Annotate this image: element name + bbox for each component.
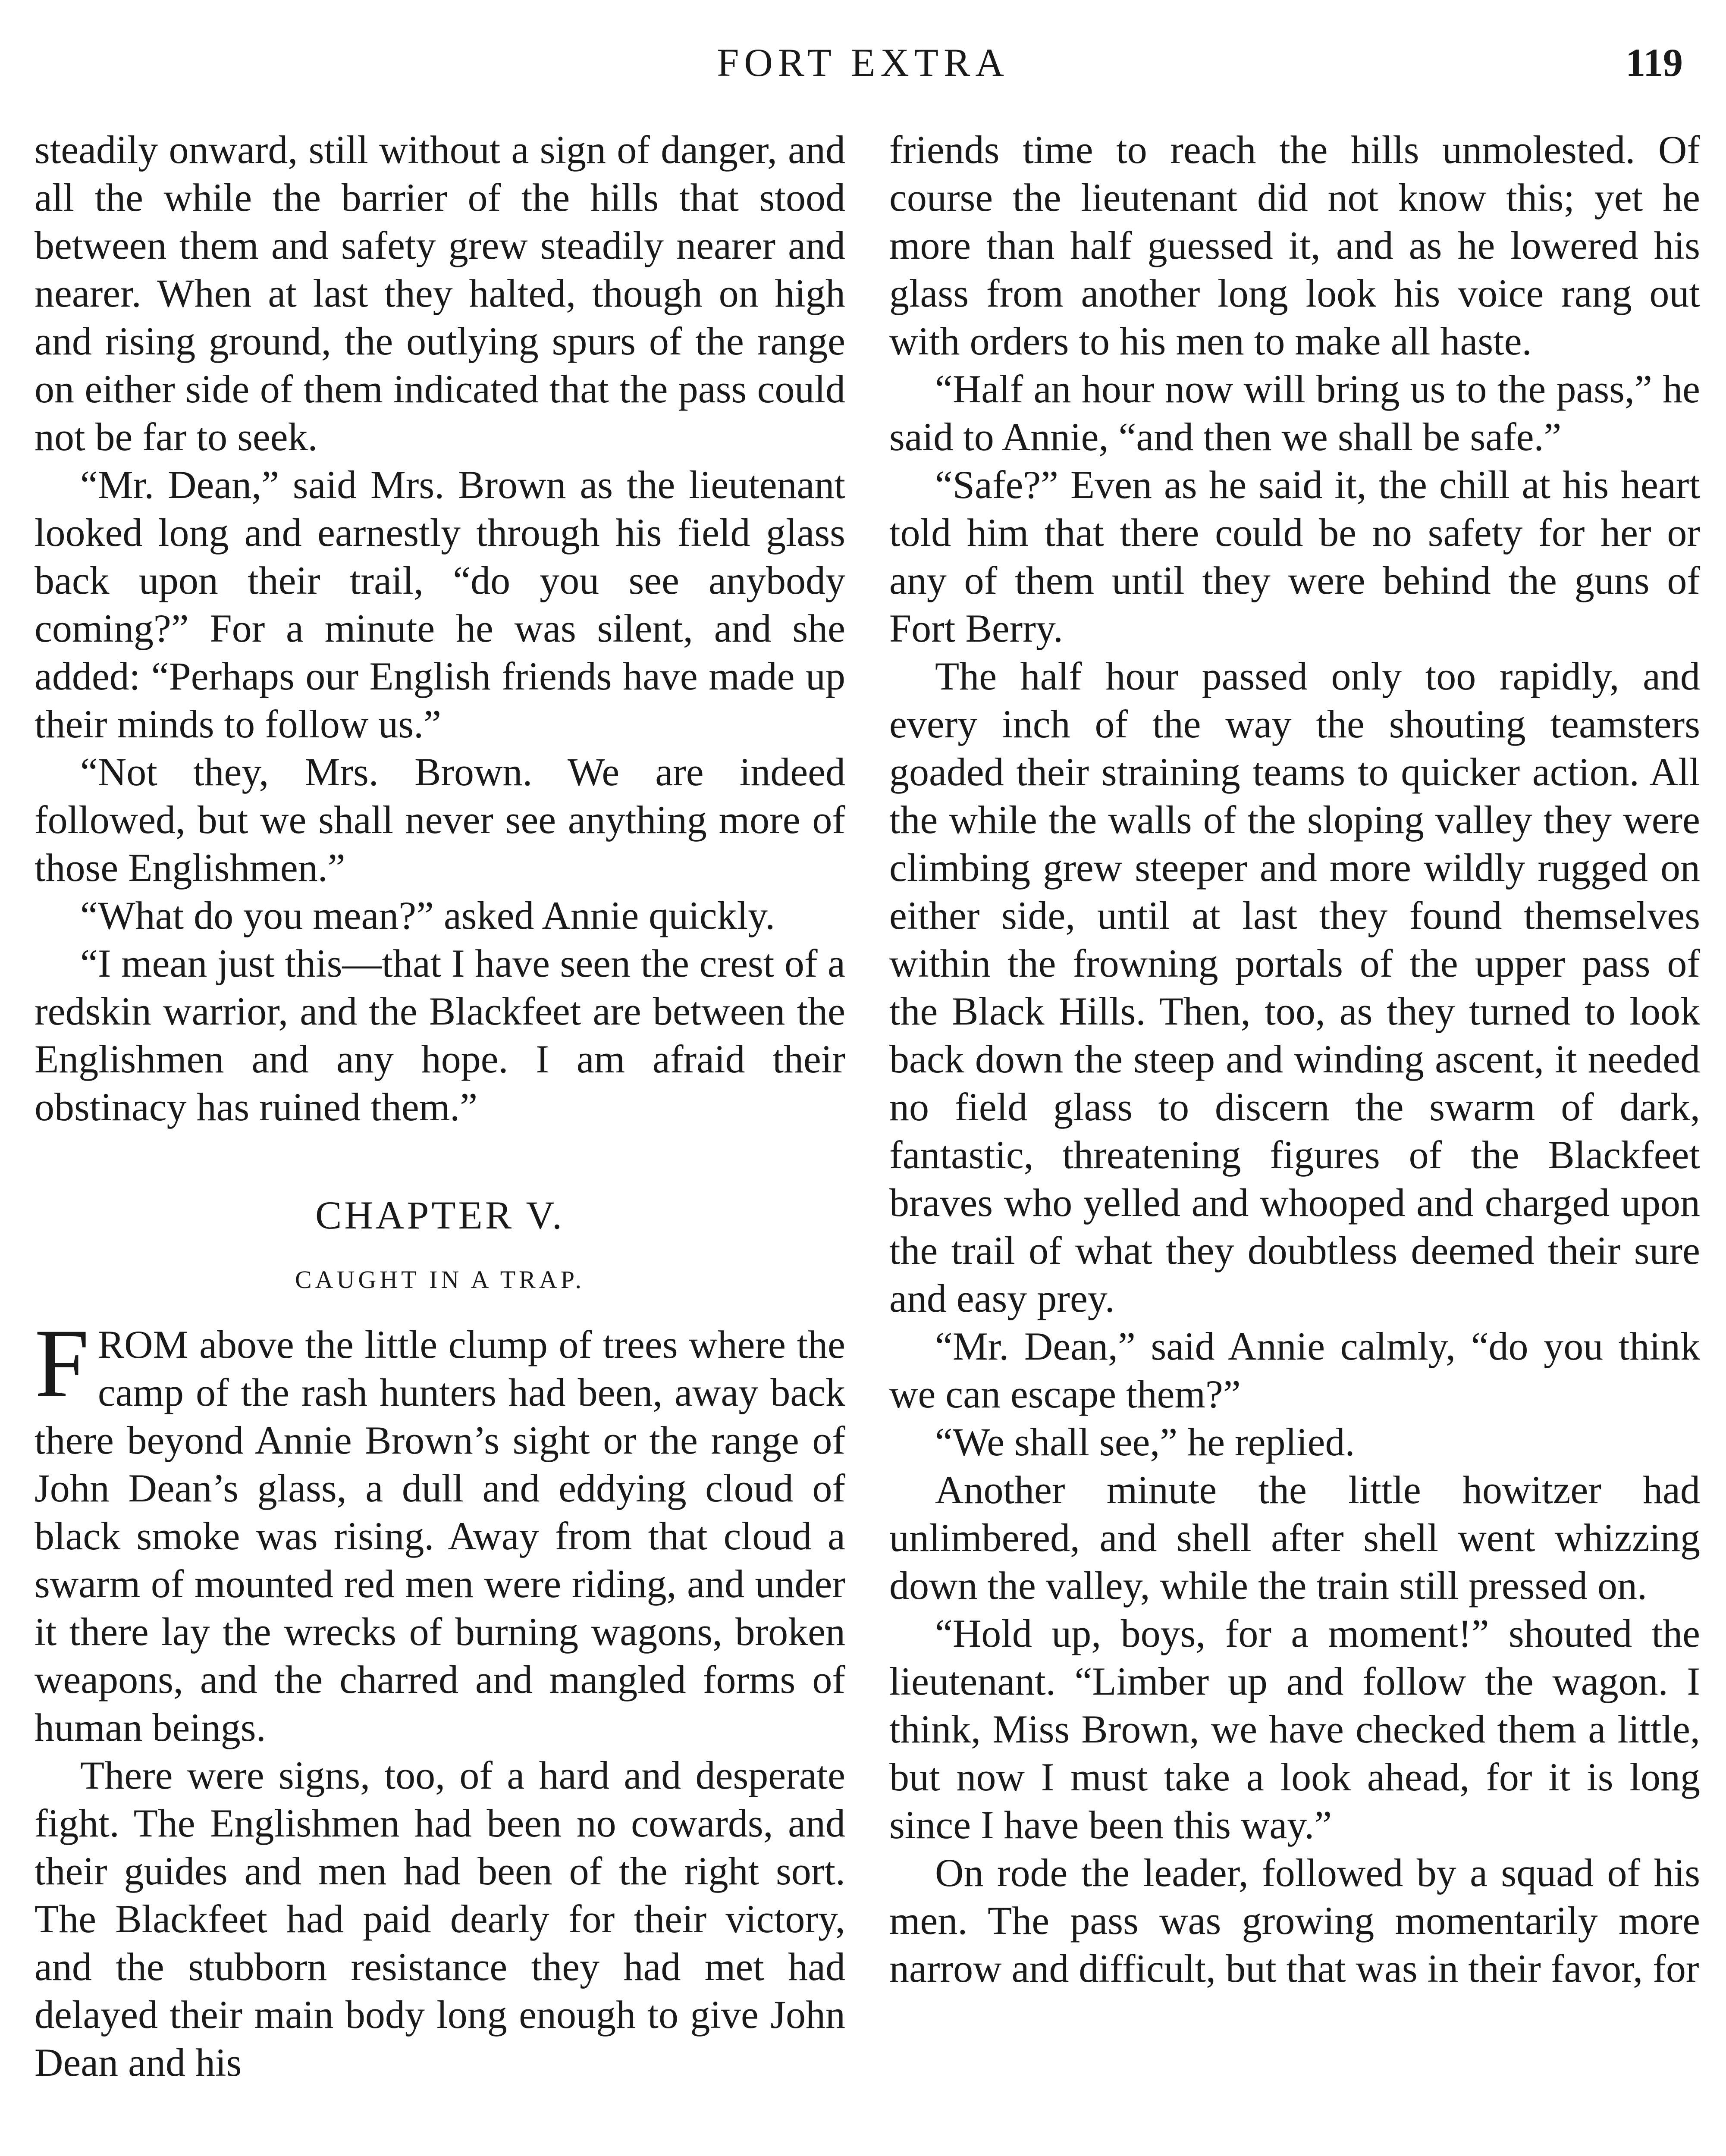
page-number: 119 bbox=[1626, 41, 1683, 85]
right-column bbox=[889, 126, 1700, 1993]
chapter-opening-paragraph bbox=[35, 1309, 845, 1752]
paragraph: friends time to reach the hills unmolested. Of course the lieutenant did not know this; yet he more than half guessed it, and as he lowered his glass from another long look his voice rang out with orders to his men to make all haste. bbox=[889, 128, 1700, 363]
paragraph: “Safe?” Even as he said it, the chill at his heart told him that there could be no safety for her or any of them until they were behind the guns of Fort Berry. bbox=[889, 463, 1700, 650]
paragraph: The half hour passed only too rapidly, and every inch of the way the shouting teamsters goaded their straining teams to quicker action. All the while the walls of the sloping valley they were climbing grew steeper and more wildly rugged on either side, until at last they found themselves within the frowning portals of the upper pass of the Black Hills. Then, too, as they turned to look back down the steep and winding ascent, it needed no field glass to discern the swarm of dark, fantastic, threatening figures of the Blackfeet braves who yelled and whooped and charged upon the trail of what they doubtless deemed their sure and easy prey. bbox=[889, 654, 1700, 1320]
paragraph: “Hold up, boys, for a moment!” shouted the lieutenant. “Limber up and follow the wagon. I think, Miss Brown, we have checked them a little, but now I must take a look ahead, for it is long since I have been this way.” bbox=[889, 1611, 1700, 1847]
paragraph: Another minute the little howitzer had unlimbered, and shell after shell went whizzing down the valley, while the train still pressed on. bbox=[889, 1468, 1700, 1608]
paragraph: There were signs, too, of a hard and desperate fight. The Englishmen had been no cowards, and their guides and men had been of the right sort. The Blackfeet had paid dearly for their victory, and the stubborn resistance they had met had delayed their main body long enough to give John Dean and his bbox=[35, 1753, 845, 2084]
drop-cap: F bbox=[35, 1309, 89, 1418]
paragraph: steadily onward, still without a sign of danger, and all the while the barrier of the hills that stood between them and safety grew steadily nearer and nearer. When at last they halted, though on high and rising ground, the outlying spurs of the range on either side of them indicated that the pass could not be far to seek. bbox=[35, 128, 845, 459]
paragraph: “What do you mean?” asked Annie quickly. bbox=[80, 893, 775, 937]
running-header-title: FORT EXTRA bbox=[717, 41, 1009, 85]
paragraph: On rode the leader, followed by a squad of his men. The pass was growing momentarily more narrow and difficult, but that was in their favor, for bbox=[889, 1851, 1700, 1990]
left-column bbox=[35, 126, 845, 2087]
paragraph: “We shall see,” he replied. bbox=[935, 1420, 1355, 1464]
paragraph: “Not they, Mrs. Brown. We are indeed followed, but we shall never see anything more of those Englishmen.” bbox=[35, 750, 845, 890]
paragraph: “I mean just this—that I have seen the crest of a redskin warrior, and the Blackfeet are between the Englishmen and any hope. I am afraid their obstinacy has ruined them.” bbox=[35, 941, 845, 1129]
chapter-heading: CHAPTER V. bbox=[315, 1193, 565, 1237]
paragraph: “Half an hour now will bring us to the pass,” he said to Annie, “and then we shall be safe.” bbox=[889, 367, 1700, 459]
chapter-subtitle: CAUGHT IN A TRAP. bbox=[295, 1266, 585, 1294]
paragraph: “Mr. Dean,” said Mrs. Brown as the lieutenant looked long and earnestly through his field glass back upon their trail, “do you see anybody coming?” For a minute he was silent, and she added: “Perhaps our English friends have made up their minds to follow us.” bbox=[35, 463, 845, 746]
paragraph: “Mr. Dean,” said Annie calmly, “do you think we can escape them?” bbox=[889, 1324, 1700, 1416]
paragraph-text: ROM above the little clump of trees where the camp of the rash hunters had been, away back there beyond Annie Brown’s sight or the range of John Dean’s glass, a dull and eddying cloud of black smoke was rising. Away from that cloud a swarm of mounted red men were riding, and under it there lay the wrecks of burning wagons, broken weapons, and the charred and mangled forms of human beings. bbox=[35, 1322, 845, 1749]
